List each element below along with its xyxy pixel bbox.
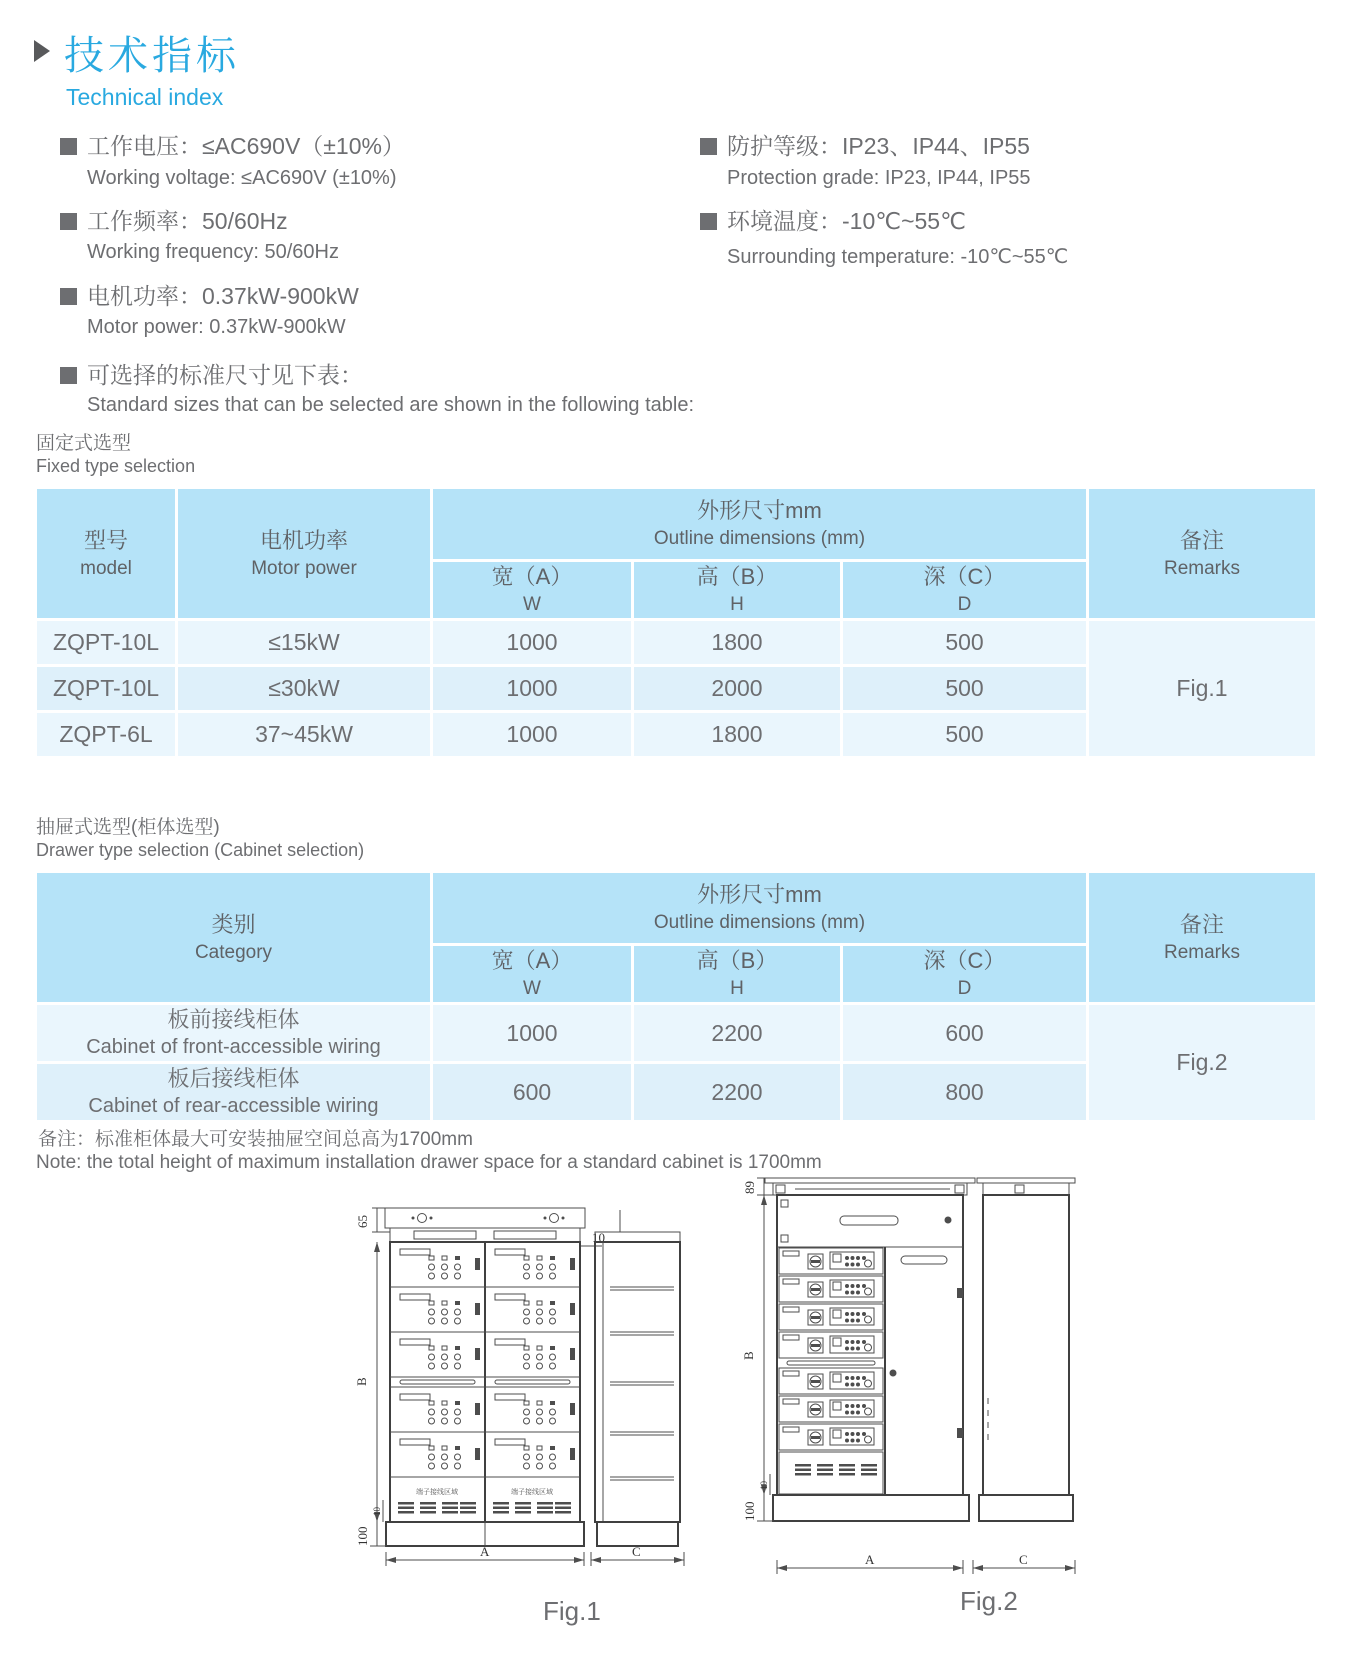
cell-width: 1000 xyxy=(433,667,631,710)
col-header-remarks: 备注 Remarks xyxy=(1089,489,1315,618)
svg-text:89: 89 xyxy=(742,1181,757,1194)
svg-text:10: 10 xyxy=(759,1481,769,1490)
cell-height: 1800 xyxy=(634,713,840,756)
terminal-area-label: 端子接线区域 xyxy=(511,1489,553,1496)
square-bullet-icon xyxy=(60,367,77,384)
svg-text:C: C xyxy=(632,1544,641,1559)
fixed-type-table xyxy=(34,486,1318,759)
svg-text:A: A xyxy=(865,1552,875,1567)
spec-working-frequency-zh: 工作频率：50/60Hz xyxy=(60,203,288,236)
section-arrow-icon xyxy=(34,40,50,62)
square-bullet-icon xyxy=(60,213,77,230)
spec-motor-power-zh: 电机功率：0.37kW-900kW xyxy=(60,278,359,311)
svg-text:10: 10 xyxy=(372,1507,382,1516)
fig1-caption: Fig.1 xyxy=(543,1596,601,1626)
svg-text:A: A xyxy=(480,1544,490,1559)
cell-power: ≤30kW xyxy=(178,667,430,710)
square-bullet-icon xyxy=(60,138,77,155)
svg-text:C: C xyxy=(1019,1552,1028,1567)
spec-ambient-temperature-en: Surrounding temperature: -10℃~55℃ xyxy=(727,246,1069,268)
spec-working-voltage-zh: 工作电压：≤AC690V（±10%） xyxy=(60,128,405,161)
cell-model: ZQPT-6L xyxy=(37,713,175,756)
svg-text:100: 100 xyxy=(355,1526,370,1546)
cell-height: 2000 xyxy=(634,667,840,710)
cell-height: 2200 xyxy=(634,1005,840,1061)
drawer-section-label-zh: 抽屉式选型(柜体选型) xyxy=(36,817,220,838)
cell-remark: Fig.1 xyxy=(1089,621,1315,756)
col-header-depth: 深（C） D xyxy=(843,946,1086,1002)
cell-depth: 500 xyxy=(843,621,1086,664)
fig2-cabinet-drawing xyxy=(715,1148,1095,1598)
svg-text:65: 65 xyxy=(355,1215,370,1228)
terminal-area-label: 端子接线区域 xyxy=(416,1489,458,1496)
table-row xyxy=(37,1005,1315,1061)
spec-ambient-temperature-zh: 环境温度：-10℃~55℃ xyxy=(700,203,966,236)
col-header-outline-dimensions: 外形尺寸mm Outline dimensions (mm) xyxy=(433,873,1086,943)
fixed-section-label-en: Fixed type selection xyxy=(36,456,196,476)
page-title-en: Technical index xyxy=(66,84,224,110)
col-header-height: 高（B） H xyxy=(634,946,840,1002)
cell-remark: Fig.2 xyxy=(1089,1005,1315,1120)
cell-model: ZQPT-10L xyxy=(37,667,175,710)
col-header-width: 宽（A） W xyxy=(433,946,631,1002)
drawer-type-table xyxy=(34,870,1318,1123)
cell-depth: 800 xyxy=(843,1064,1086,1120)
cell-depth: 500 xyxy=(843,713,1086,756)
spec-motor-power-en: Motor power: 0.37kW-900kW xyxy=(87,316,346,338)
fig1-cabinet-drawing xyxy=(330,1148,710,1598)
spec-working-frequency-en: Working frequency: 50/60Hz xyxy=(87,241,339,263)
fixed-section-label-zh: 固定式选型 xyxy=(36,433,132,454)
col-header-outline-dimensions: 外形尺寸mm Outline dimensions (mm) xyxy=(433,489,1086,559)
col-header-remarks: 备注 Remarks xyxy=(1089,873,1315,1002)
col-header-motor-power: 电机功率 Motor power xyxy=(178,489,430,618)
cell-category: 板前接线柜体 Cabinet of front-accessible wiring xyxy=(37,1005,430,1061)
note-zh: 备注：标准柜体最大可安装抽屉空间总高为1700mm xyxy=(38,1129,473,1150)
table-intro-zh: 可选择的标准尺寸见下表： xyxy=(60,357,363,390)
col-header-height: 高（B） H xyxy=(634,562,840,618)
note-en: Note: the total height of maximum installation drawer space for a standard cabinet is 1700mm xyxy=(36,1152,822,1173)
square-bullet-icon xyxy=(700,213,717,230)
col-header-depth: 深（C） D xyxy=(843,562,1086,618)
page-title-zh: 技术指标 xyxy=(64,34,240,78)
cell-depth: 600 xyxy=(843,1005,1086,1061)
cell-model: ZQPT-10L xyxy=(37,621,175,664)
spec-protection-grade-zh: 防护等级：IP23、IP44、IP55 xyxy=(700,128,1030,161)
cell-height: 2200 xyxy=(634,1064,840,1120)
table-intro-en: Standard sizes that can be selected are shown in the following table: xyxy=(87,394,695,416)
drawer-section-label-en: Drawer type selection (Cabinet selection) xyxy=(36,840,365,860)
table-row xyxy=(37,621,1315,664)
col-header-category: 类别 Category xyxy=(37,873,430,1002)
cell-width: 600 xyxy=(433,1064,631,1120)
col-header-model: 型号 model xyxy=(37,489,175,618)
svg-text:B: B xyxy=(354,1377,369,1386)
svg-text:10: 10 xyxy=(592,1230,605,1245)
cell-width: 1000 xyxy=(433,713,631,756)
square-bullet-icon xyxy=(700,138,717,155)
cell-depth: 500 xyxy=(843,667,1086,710)
cell-width: 1000 xyxy=(433,1005,631,1061)
cell-power: ≤15kW xyxy=(178,621,430,664)
cell-category: 板后接线柜体 Cabinet of rear-accessible wiring xyxy=(37,1064,430,1120)
square-bullet-icon xyxy=(60,288,77,305)
cell-power: 37~45kW xyxy=(178,713,430,756)
spec-working-voltage-en: Working voltage: ≤AC690V (±10%) xyxy=(87,167,397,189)
svg-text:100: 100 xyxy=(742,1501,757,1521)
spec-protection-grade-en: Protection grade: IP23, IP44, IP55 xyxy=(727,167,1031,189)
cell-height: 1800 xyxy=(634,621,840,664)
cell-width: 1000 xyxy=(433,621,631,664)
col-header-width: 宽（A） W xyxy=(433,562,631,618)
svg-text:B: B xyxy=(741,1351,756,1360)
fig2-caption: Fig.2 xyxy=(960,1586,1018,1616)
